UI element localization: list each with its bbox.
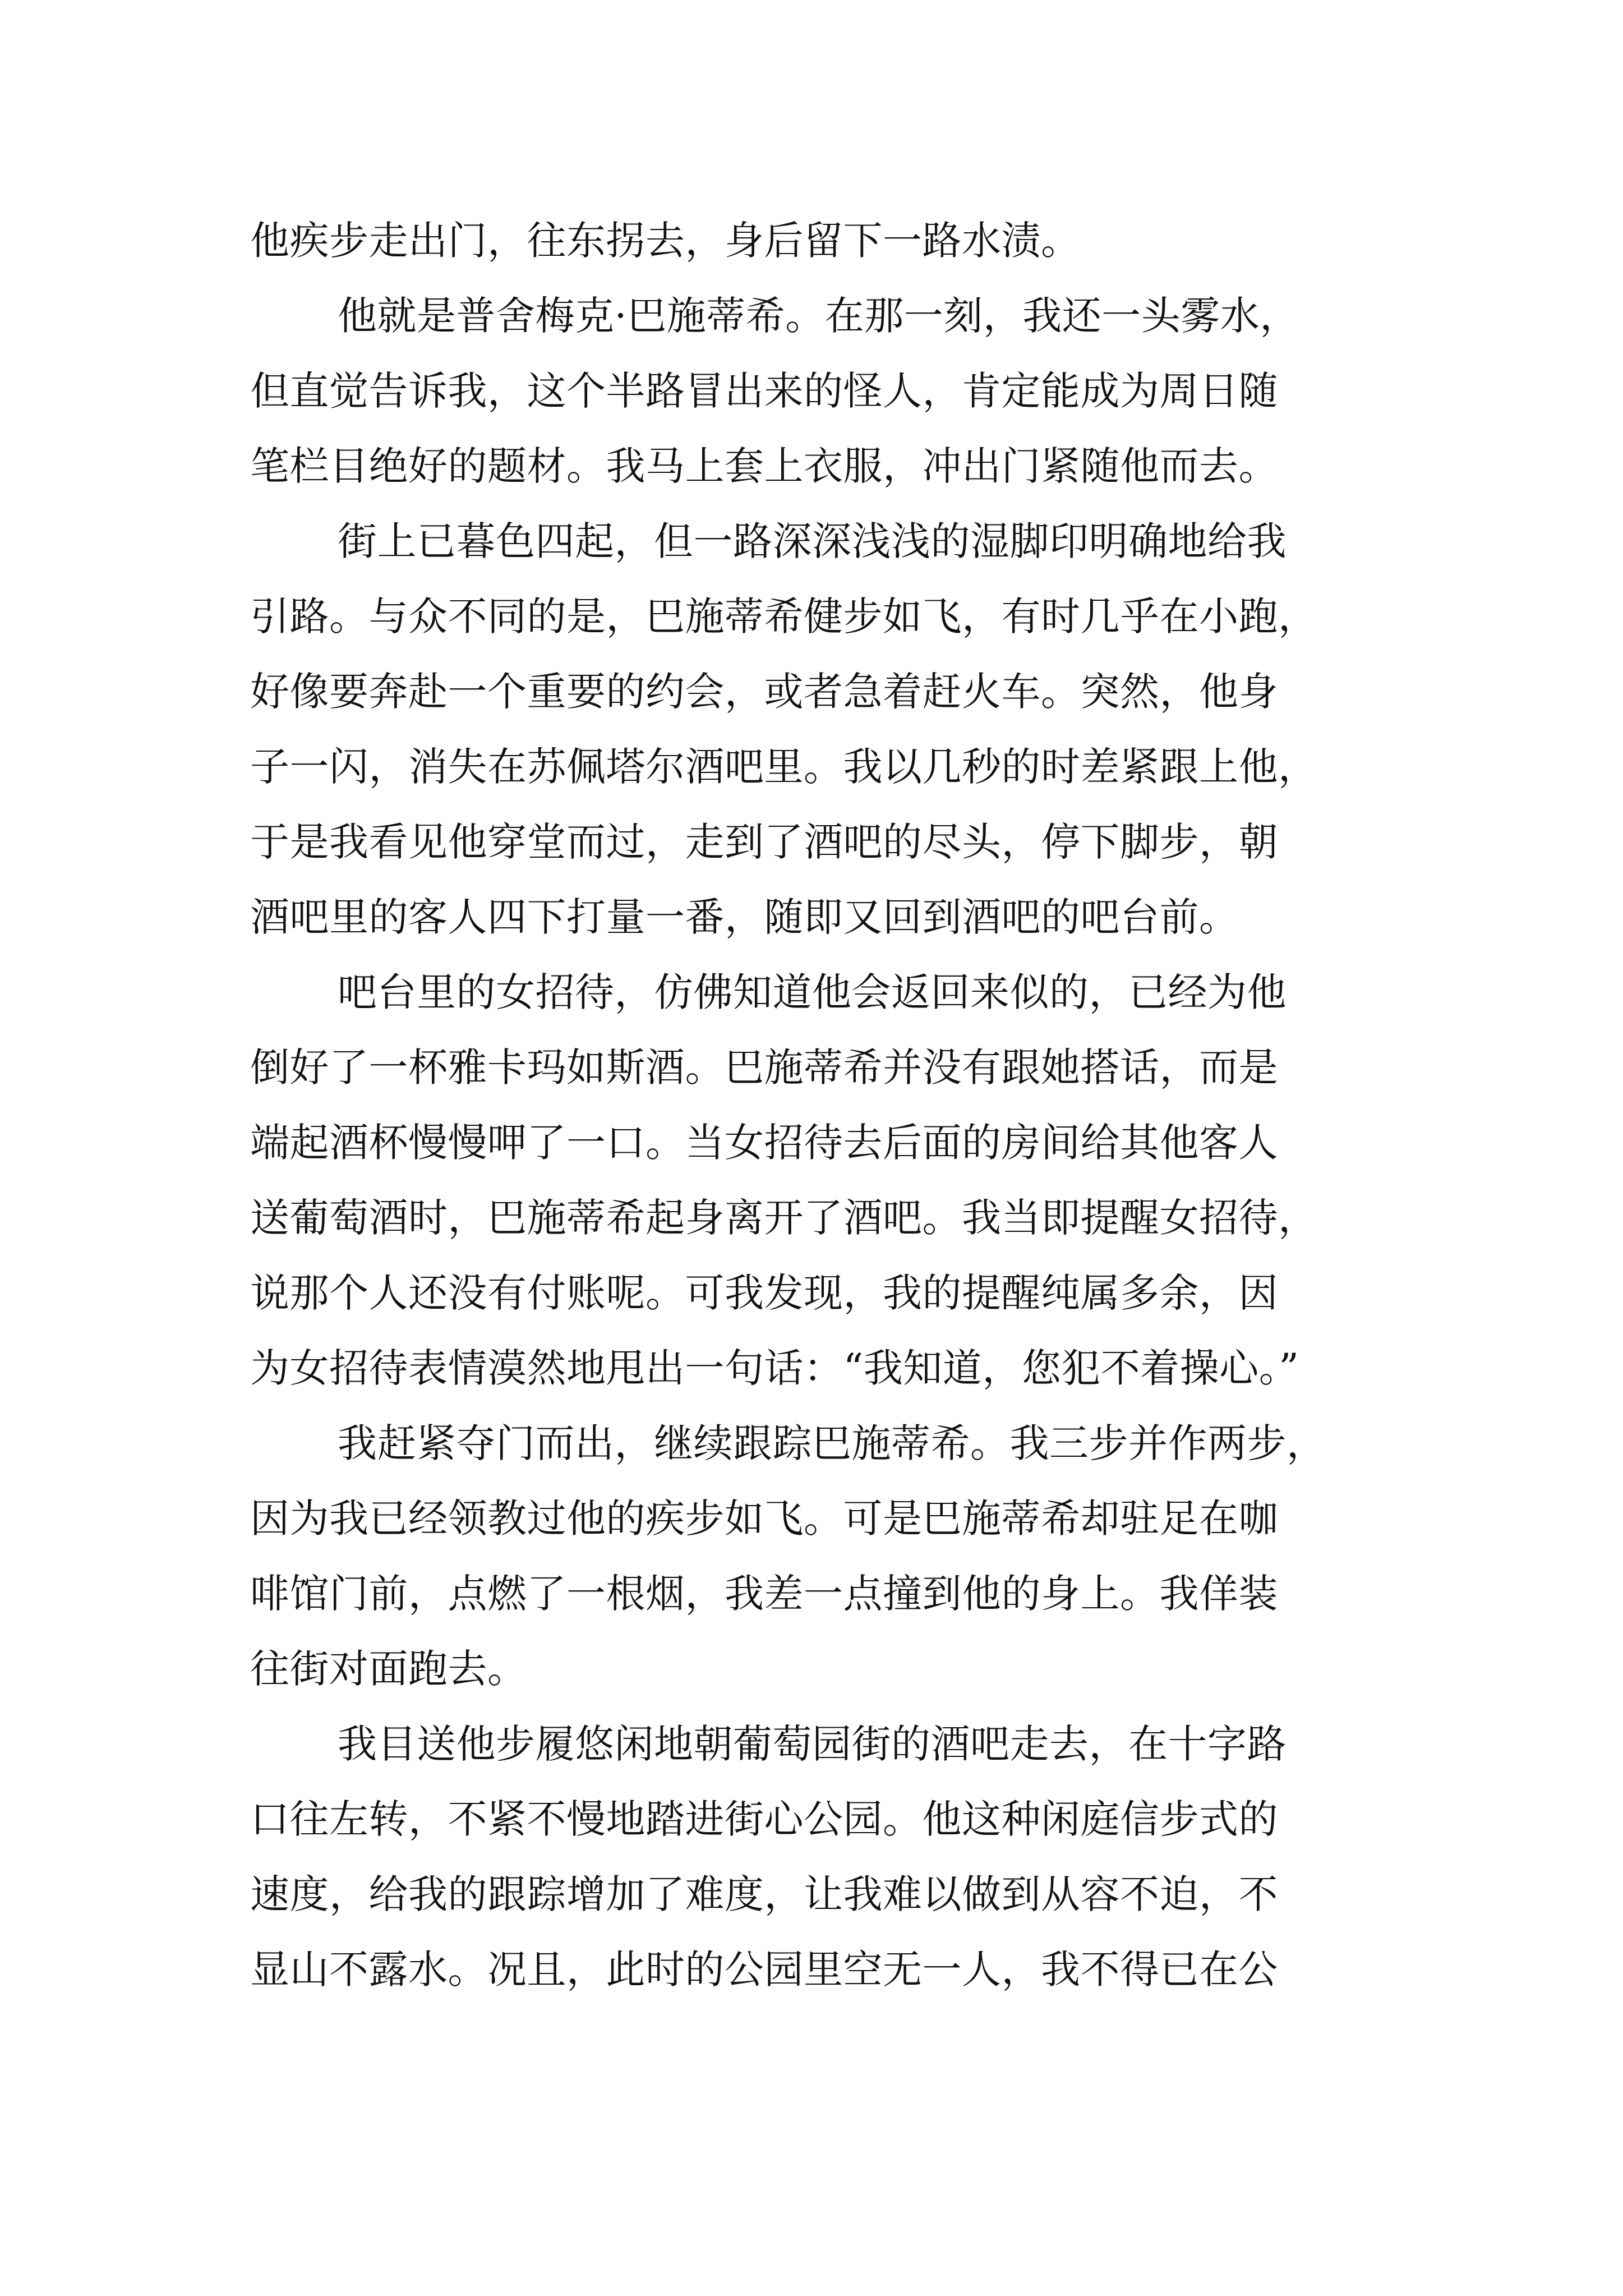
- text-line: 说那个人还没有付账呢。可我发现，我的提醒纯属多余，因: [250, 1270, 1278, 1316]
- text-line: 往街对面跑去。: [250, 1646, 527, 1692]
- text-line: 端起酒杯慢慢呷了一口。当女招待去后面的房间给其他客人: [250, 1120, 1278, 1166]
- text-line: 为女招待表情漠然地甩出一句话：“我知道，您犯不着操心。”: [250, 1345, 1299, 1391]
- text-line: 因为我已经领教过他的疾步如飞。可是巴施蒂希却驻足在咖: [250, 1496, 1278, 1542]
- paragraph: [250, 504, 1387, 955]
- paragraph: [250, 203, 1387, 278]
- text-line: 口往左转，不紧不慢地踏进街心公园。他这种闲庭信步式的: [250, 1796, 1278, 1842]
- text-line: 酒吧里的客人四下打量一番，随即又回到酒吧的吧台前。: [250, 894, 1239, 940]
- text-line: 倒好了一杯雅卡玛如斯酒。巴施蒂希并没有跟她搭话，而是: [250, 1045, 1278, 1091]
- text-line: 他就是普舍梅克·巴施蒂希。在那一刻，我还一头雾水，: [338, 293, 1299, 339]
- text-line: 他疾步走出门，往东拐去，身后留下一路水渍。: [250, 218, 1081, 264]
- text-line: 速度，给我的跟踪增加了难度，让我难以做到从容不迫，不: [250, 1871, 1278, 1917]
- text-line: 于是我看见他穿堂而过，走到了酒吧的尽头，停下脚步，朝: [250, 819, 1278, 865]
- text-line: 引路。与众不同的是，巴施蒂希健步如飞，有时几乎在小跑，: [250, 593, 1318, 639]
- paragraph: [250, 1706, 1387, 2007]
- body-text: [250, 203, 1387, 2007]
- text-line: 笔栏目绝好的题材。我马上套上衣服，冲出门紧随他而去。: [250, 443, 1278, 489]
- text-line: 但直觉告诉我，这个半路冒出来的怪人，肯定能成为周日随: [250, 368, 1278, 414]
- text-line: 街上已暮色四起，但一路深深浅浅的湿脚印明确地给我: [338, 518, 1287, 564]
- text-line: 显山不露水。况且，此时的公园里空无一人，我不得已在公: [250, 1947, 1278, 1993]
- text-line: 我赶紧夺门而出，继续跟踪巴施蒂希。我三步并作两步，: [338, 1420, 1326, 1466]
- text-line: 吧台里的女招待，仿佛知道他会返回来似的，已经为他: [338, 969, 1287, 1015]
- text-line: 好像要奔赴一个重要的约会，或者急着赶火车。突然，他身: [250, 669, 1278, 715]
- text-line: 啡馆门前，点燃了一根烟，我差一点撞到他的身上。我佯装: [250, 1571, 1278, 1617]
- text-line: 子一闪，消失在苏佩塔尔酒吧里。我以几秒的时差紧跟上他，: [250, 744, 1318, 790]
- text-line: 送葡萄酒时，巴施蒂希起身离开了酒吧。我当即提醒女招待，: [250, 1195, 1318, 1241]
- paragraph: [250, 955, 1387, 1406]
- paragraph: [250, 1406, 1387, 1706]
- paragraph: [250, 278, 1387, 504]
- text-line: 我目送他步履悠闲地朝葡萄园街的酒吧走去，在十字路: [338, 1721, 1287, 1767]
